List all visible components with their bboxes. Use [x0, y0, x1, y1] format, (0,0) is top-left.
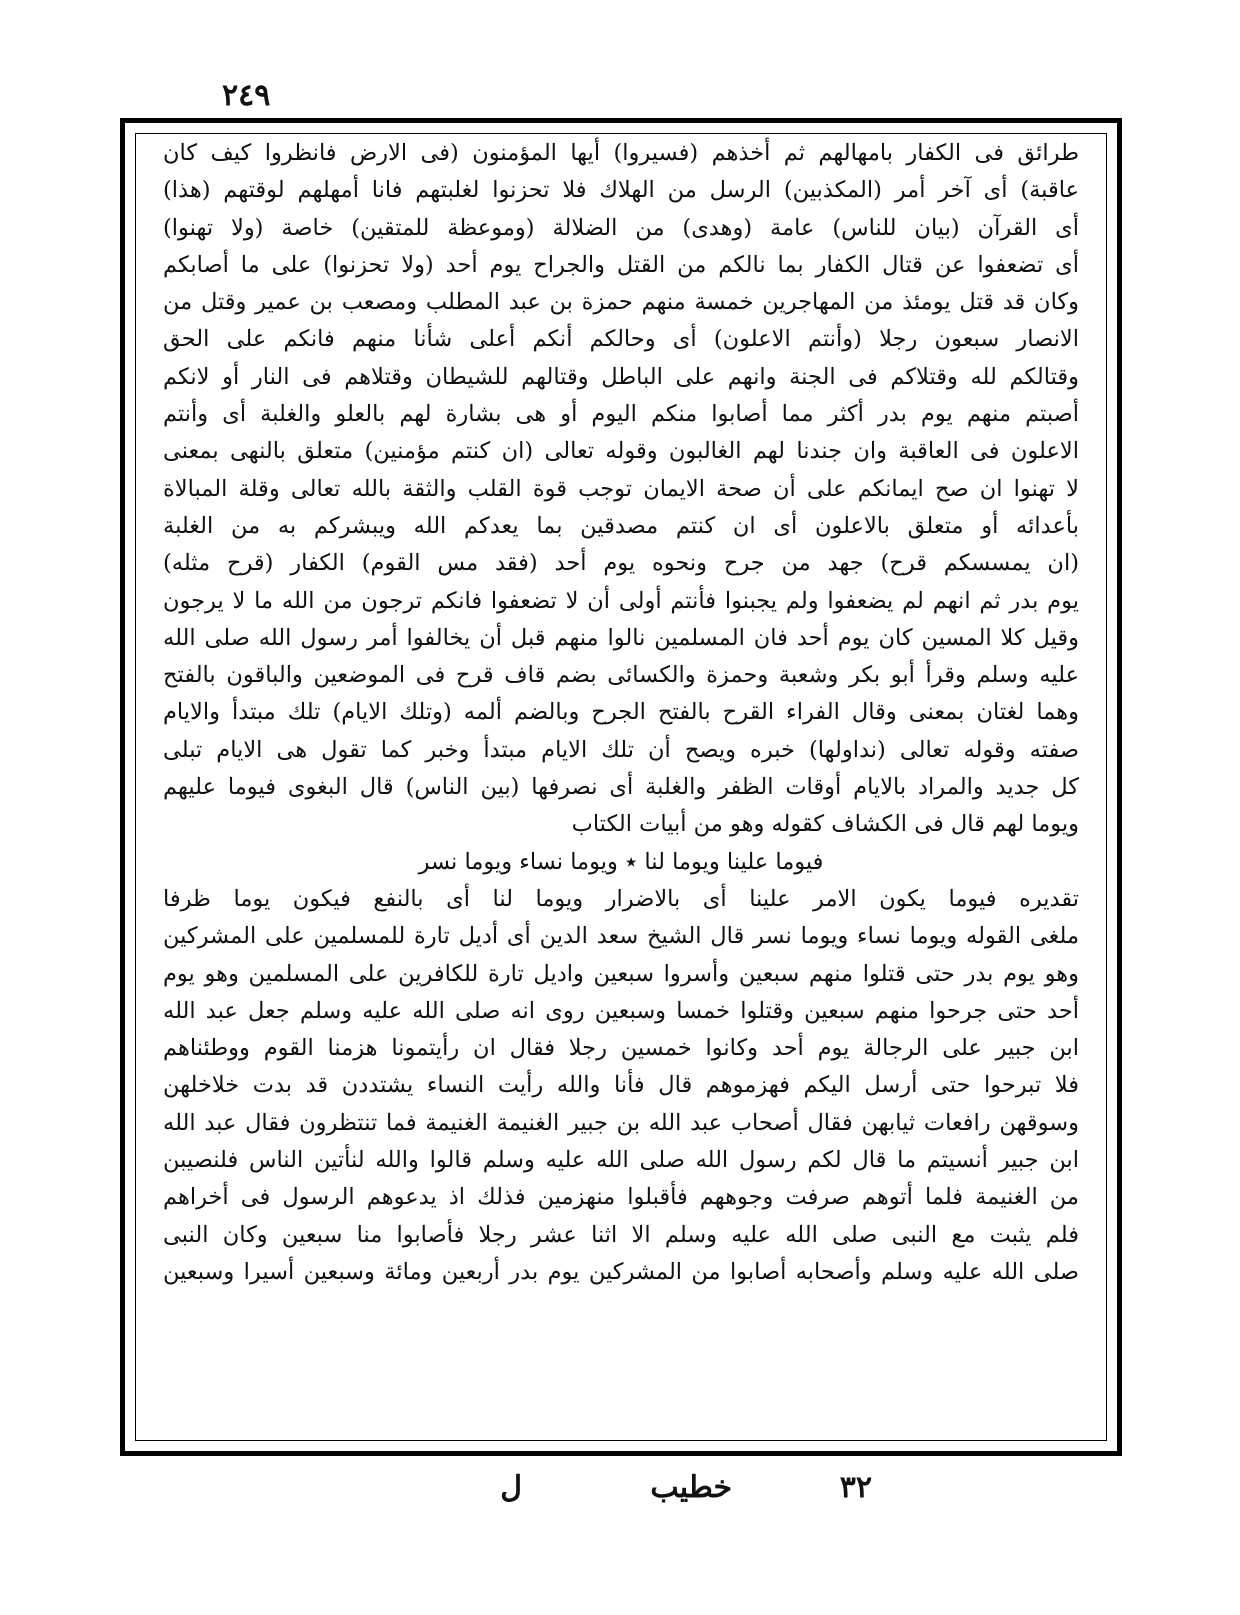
text-line: لا تهنوا ان صح ايمانكم على أن صحة الايمان توجب قوة القلب والثقة بالله تعالى وقلة المبالاة — [163, 475, 1079, 502]
text-line: وقتالكم لله وقتلاكم فى الجنة وانهم على الباطل وقتالهم للشيطان وقتلاهم فى النار أو لانكم — [163, 363, 1079, 390]
text-line: تقديره فيوما يكون الامر علينا أى بالاضرار ويوما لنا أى بالنفع فيكون يوما ظرفا — [163, 885, 1079, 912]
text-line: أى القرآن (بيان للناس) عامة (وهدى) من الضلالة (وموعظة للمتقين) خاصة (ولا تهنوا) — [163, 214, 1079, 241]
text-line: وقيل كلا المسين كان يوم أحد فان المسلمين نالوا منهم قبل أن يخالفوا أمر رسول الله صلى الله — [163, 624, 1079, 651]
text-line: طرائق فى الكفار بامهالهم ثم أخذهم (فسيروا) أيها المؤمنون (فى الارض فانظروا كيف كان — [163, 140, 1079, 166]
text-line: من الغنيمة فلما أتوهم صرفت وجوههم فأقبلوا منهزمين فذلك اذ يدعوهم الرسول فى أخراهم — [163, 1184, 1079, 1211]
text-line: وهو يوم بدر حتى قتلوا منهم سبعين وأسروا سبعين واديل تارة للكافرين على المسلمين وهو يوم — [163, 960, 1079, 987]
signature-number: ٣٢ — [839, 1470, 872, 1505]
text-line: فيوما علينا ويوما لنا ٭ ويوما نساء ويوما نسر — [418, 848, 824, 875]
text-line: أى تضعفوا عن قتال الكفار بما نالكم من القتل والجراح يوم أحد (ولا تحزنوا) على ما أصابكم — [163, 251, 1079, 278]
text-line: ويوما لهم قال فى الكشاف كقوله وهو من أبيات الكتاب — [571, 811, 1079, 838]
text-line: عليه وسلم وقرأ أبو بكر وشعبة وحمزة والكسائى بضم قاف قرح فى الموضعين والباقون بالفتح — [163, 662, 1079, 689]
text-line: وكان قد قتل يومئذ من المهاجرين خمسة منهم حمزة بن عبد المطلب ومصعب بن عمير وقتل من — [163, 289, 1079, 316]
text-line: كل جديد والمراد بالايام أوقات الظفر والغلبة أى نصرفها (بين الناس) قال البغوى فيوما عليهم — [163, 774, 1079, 801]
text-line: ابن جبير أنسيتم ما قال لكم رسول الله صلى الله عليه وسلم قالوا والله لنأتين الناس فلنصيبن — [163, 1147, 1079, 1174]
signature-letter: ل — [500, 1470, 522, 1505]
text-line: فلم يثبت مع النبى صلى الله عليه وسلم الا اثنا عشر رجلا فأصابوا منا سبعين وكان النبى — [163, 1221, 1079, 1248]
text-line: وسوقهن رافعات ثيابهن فقال أصحاب عبد الله بن جبير الغنيمة الغنيمة فما تنتظرون فقال عبد الله — [163, 1109, 1079, 1136]
text-line: أصبتم منهم يوم بدر أكثر مما أصابوا منكم اليوم أو هى بشارة لهم بالعلو والغلبة أى وأنتم — [163, 401, 1079, 428]
text-line: ابن جبير على الرجالة يوم أحد وكانوا خمسين رجلا فقال ان رأيتمونا هزمنا القوم ووطئناهم — [163, 1035, 1079, 1062]
text-line: يوم بدر ثم انهم لم يضعفوا ولم يجبنوا فأنتم أولى أن لا تضعفوا فانكم ترجون من الله ما لا يرجون — [163, 587, 1079, 614]
text-line: وهما لغتان بمعنى وقال الفراء القرح بالفتح الجرح وبالضم ألمه (وتلك الايام) تلك مبتدأ والايام — [163, 699, 1079, 726]
text-line: صفته وقوله تعالى (نداولها) خبره ويصح أن تلك الايام مبتدأ وخبر كما تقول هى الايام تبلى — [163, 736, 1079, 763]
text-line: فلا تبرحوا حتى أرسل اليكم فهزموهم قال فأنا والله رأيت النساء يشتددن قد بدت خلاخلهن — [163, 1072, 1079, 1099]
text-line: صلى الله عليه وسلم وأصحابه أصابوا من المشركين يوم بدر أربعين ومائة وسبعين أسيرا وسبعين — [163, 1258, 1079, 1285]
body-text — [163, 135, 1079, 1437]
page-number: ٢٤٩ — [222, 78, 271, 113]
text-line: (ان يمسسكم قرح) جهد من جرح ونحوه يوم أحد (فقد مس القوم) الكفار (قرح مثله) — [163, 550, 1079, 577]
text-line: بأعدائه أو متعلق بالاعلون أى ان كنتم مصدقين بما يعدكم الله ويبشركم به من الغلبة — [163, 512, 1079, 539]
text-line: ملغى القوله ويوما نساء ويوما نسر قال الشيخ سعد الدين أى أديل تارة للمسلمين على المشركين — [163, 923, 1079, 950]
signature-word: خطيب — [650, 1470, 732, 1505]
text-line: أحد حتى جرحوا منهم سبعين وقتلوا خمسا وسبعين روى انه صلى الله عليه وسلم جعل عبد الله — [163, 997, 1079, 1024]
signature-footer — [120, 1462, 1122, 1522]
text-line: عاقبة) أى آخر أمر (المكذبين) الرسل من الهلاك فلا تحزنوا لغلبتهم فانا أمهلهم لوقتهم (هذا) — [163, 177, 1079, 204]
text-line: الاعلون فى العاقبة وان جندنا لهم الغالبون وقوله تعالى (ان كنتم مؤمنين) متعلق بالنهى بمعنى — [163, 438, 1079, 465]
page-border — [120, 118, 1122, 1456]
text-line: الانصار سبعون رجلا (وأنتم الاعلون) أى وحالكم أنكم أعلى شأنا منهم فانكم على الحق — [163, 326, 1079, 353]
